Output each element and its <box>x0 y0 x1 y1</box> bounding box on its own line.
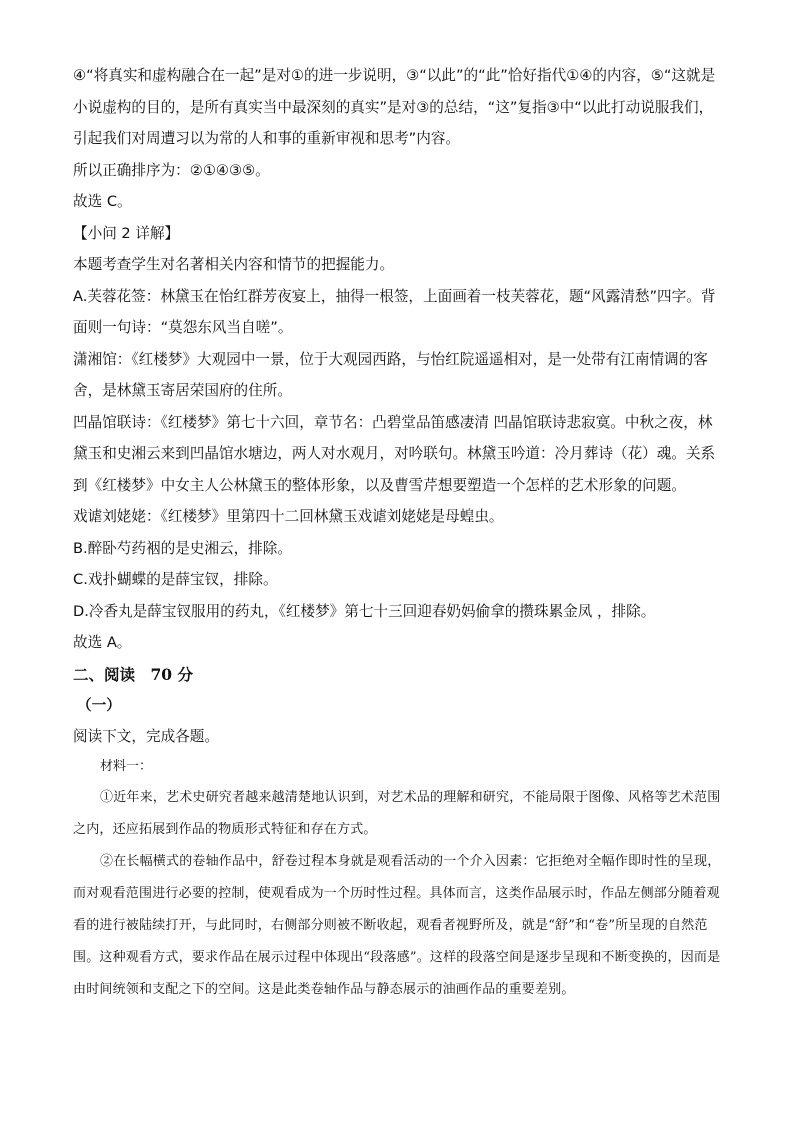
option-c-line: C.戏扑蝴蝶的是薛宝钗，排除。 <box>73 571 278 588</box>
section-title: 二、阅读 70 分 <box>73 664 193 684</box>
subquestion-2-heading: 【小问 2 详解】 <box>73 224 180 242</box>
liulaolao-paragraph: 戏谑刘姥姥：《红楼梦》里第四十二回林黛玉戏谑刘姥姥是母蝗虫。 <box>73 508 504 525</box>
answer-explanation-paragraph: ④“将真实和虚构融合在一起”是对①的进一步说明，③“以此”的“此”恰好指代①④的内容，⑤“这就是小说虚构的目的，是所有真实当中最深刻的真实”是对③的总结，“这”复指③中“以此打动说服我们，引起我们对周遭习以为常的人和事的重新审视和思考”内容。 <box>73 67 716 147</box>
xiaoxiang-paragraph: 潇湘馆：《红楼梦》大观园中一景，位于大观园西路，与怡红院遥遥相对，是一处带有江南情调的客舍，是林黛玉寄居荣国府的住所。 <box>73 350 708 399</box>
material-paragraph-2: ②在长幅横式的卷轴作品中，舒卷过程本身就是观看活动的一个介入因素：它拒绝对全幅作即时性的呈现，而对观看范围进行必要的控制，使观看成为一个历时性过程。具体而言，这类作品展示时，作品左侧部分随着观看的进行被陆续打开，与此同时，右侧部分则被不断收起，观看者视野所及，就是“舒”和“卷”所呈现的自然范围。这种观看方式，要求作品在展示过程中体现出“段落感”。这样的段落空间是逐步呈现和不断变换的，因而是由时间统领和支配之下的空间。这是此类卷轴作品与静态展示的油画作品的重要差别。 <box>73 854 721 997</box>
part-label: （一） <box>77 696 121 714</box>
material-label: 材料一： <box>100 759 153 774</box>
answer-choice-line: 故选 C。 <box>73 193 132 210</box>
answer-a-line: 故选 A。 <box>73 634 132 651</box>
option-b-line: B.醉卧芍药裀的是史湘云，排除。 <box>73 539 292 557</box>
document-page <box>73 60 723 1006</box>
question-intro-line: 本题考查学生对名著相关内容和情节的把握能力。 <box>73 256 395 273</box>
aojingguan-paragraph: 凹晶馆联诗：《红楼梦》第七十六回，章节名：凸碧堂品笛感凄清 凹晶馆联诗悲寂寞。中秋之夜，林黛玉和史湘云来到凹晶馆水塘边，两人对水观月，对吟联句。林黛玉吟道：冷月葬诗（花）魂。关系到《红楼梦》中女主人公林黛玉的整体形象，以及曹雪芹想要塑造一个怎样的艺术形象的问题。 <box>73 413 716 494</box>
correct-order-line: 所以正确排序为：②①④③⑤。 <box>73 161 270 179</box>
material-paragraph-1: ①近年来，艺术史研究者越来越清楚地认识到，对艺术品的理解和研究，不能局限于图像、风格等艺术范围之内，还应拓展到作品的物质形式特征和存在方式。 <box>73 790 721 837</box>
reading-instruction: 阅读下文，完成各题。 <box>73 727 219 745</box>
option-d-line: D.冷香丸是薛宝钗服用的药丸，《红楼梦》第七十三回迎春奶妈偷拿的攒珠累金凤 ，排除。 <box>73 602 656 620</box>
option-a-paragraph: A.芙蓉花签：林黛玉在怡红群芳夜宴上，抽得一根签，上面画着一枝芙蓉花，题“风露清愁”四字。背面则一句诗：“莫怨东风当自嗟”。 <box>73 287 716 336</box>
